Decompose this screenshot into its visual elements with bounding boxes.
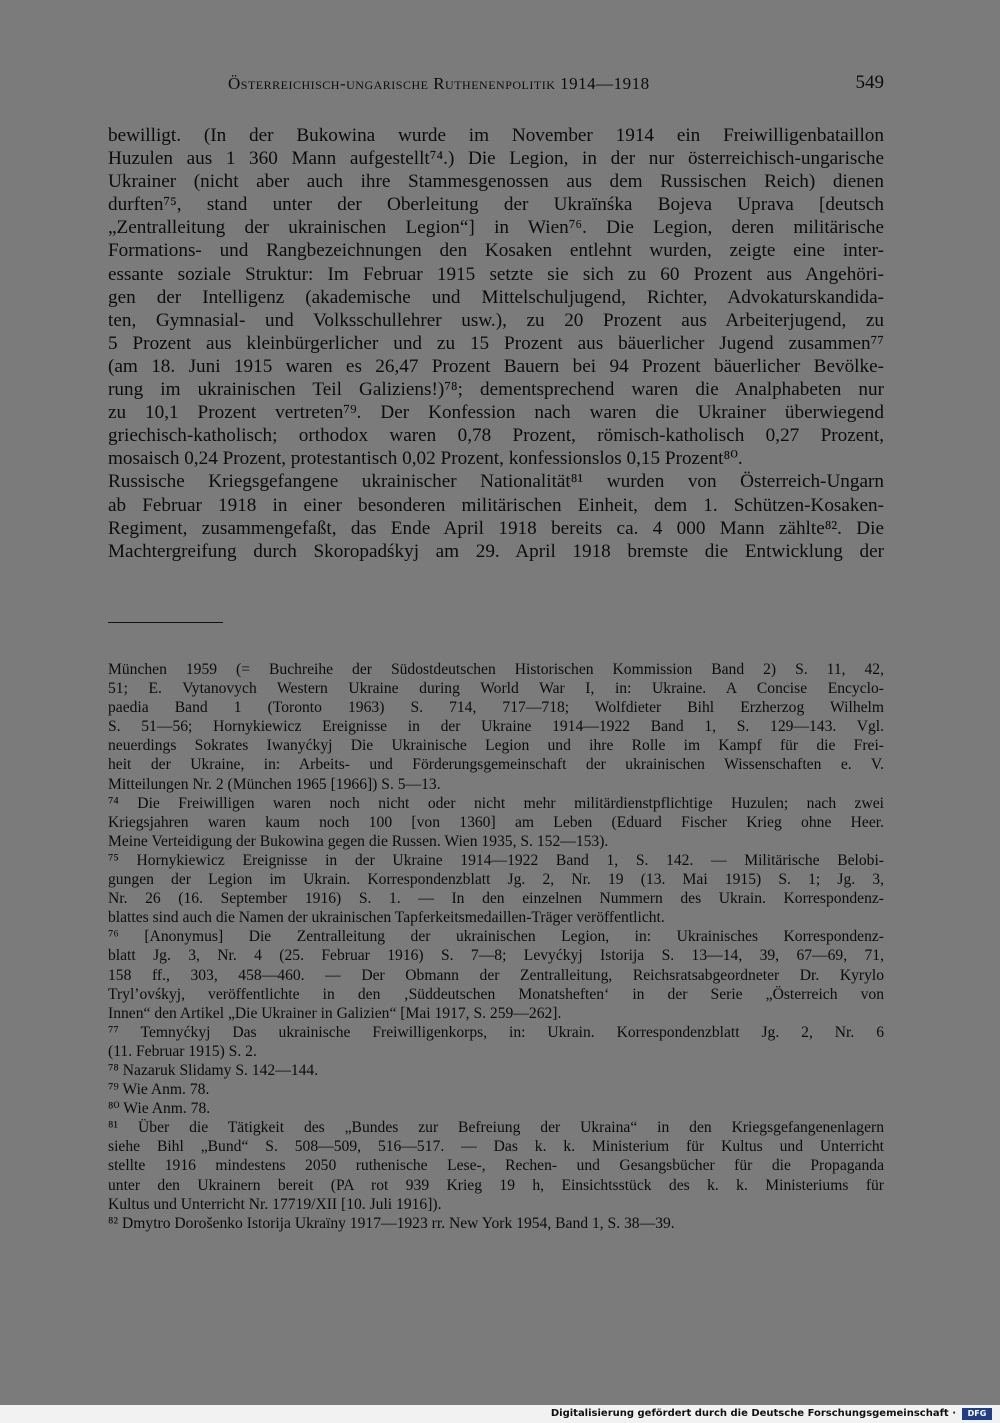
footnote-line: gungen der Legion im Ukrain. Korrespondenzblatt Jg. 2, Nr. 19 (13. Mai 1915) S. 1; Jg. 3, <box>108 871 884 889</box>
body-line: Huzulen aus 1 360 Mann aufgestellt⁷⁴.) Die Legion, in der nur österreichisch-ungarische <box>108 148 884 170</box>
dfg-logo: DFG <box>962 1408 992 1420</box>
body-line: (am 18. Juni 1915 waren es 26,47 Prozent Bauern bei 94 Prozent bäuerlicher Bevölke- <box>108 355 884 377</box>
footnote-line: Mitteilungen Nr. 2 (München 1965 [1966]) S. 5—13. <box>108 775 441 793</box>
body-line: griechisch-katholisch; orthodox waren 0,78 Prozent, römisch-katholisch 0,27 Prozent, <box>108 425 884 447</box>
footnote-line: unter den Ukrainern bereit (PA rot 939 Krieg 19 h, Einsichtsstück des k. k. Ministeriums für <box>108 1176 884 1194</box>
footnote-line: Kultus und Unterricht Nr. 17719/XII [10. Juli 1916]). <box>108 1195 442 1213</box>
body-line: bewilligt. (In der Bukowina wurde im November 1914 ein Freiwilligenbataillon <box>108 125 884 146</box>
main-text <box>108 124 884 563</box>
footnote-line: neuerdings Sokrates Iwanyćkyj Die Ukrainische Legion und ihre Rolle im Kampf für die Frei- <box>108 737 884 755</box>
body-line: rung im ukrainischen Teil Galiziens!)⁷⁸; dementsprechend waren die Analphabeten nur <box>108 379 884 401</box>
digitization-footer <box>0 1405 1000 1423</box>
footer-credit: Digitalisierung gefördert durch die Deutsche Forschungsgemeinschaft · <box>550 1408 956 1419</box>
body-line: Formations- und Rangbezeichnungen den Kosaken entlehnt wurden, zeigte eine inter- <box>108 240 884 262</box>
footnote-line: ⁷⁹ Wie Anm. 78. <box>108 1081 210 1099</box>
footnote-line: paedia Band 1 (Toronto 1963) S. 714, 717—718; Wolfdieter Bihl Erzherzog Wilhelm <box>108 699 884 717</box>
footnote-line: Tryl’ovśkyj, veröffentlichte in den ‚Süddeutschen Monatsheften‘ in der Serie „Österreich von <box>108 985 884 1003</box>
footnote-line: ⁷⁵ Hornykiewicz Ereignisse in der Ukraine 1914—1922 Band 1, S. 142. — Militärische Belobi- <box>108 851 884 869</box>
footnote-line: (11. Februar 1915) S. 2. <box>108 1042 257 1060</box>
running-title: Österreichisch-ungarische Ruthenenpolitik 1914—1918 <box>228 74 650 93</box>
footnote-line: siehe Bihl „Bund“ S. 508—509, 516—517. — Das k. k. Ministerium für Kultus und Unterricht <box>108 1138 884 1156</box>
body-line: essante soziale Struktur: Im Februar 1915 setzte sie sich zu 60 Prozent aus Angehöri- <box>108 263 884 285</box>
footnote-line: München 1959 (= Buchreihe der Südostdeutschen Historischen Kommission Band 2) S. 11, 42, <box>108 661 884 678</box>
footnotes <box>108 660 884 1233</box>
footnote-line: Innen“ den Artikel „Die Ukrainer in Galizien“ [Mai 1917, S. 259—262]. <box>108 1004 562 1022</box>
footnote-line: ⁸⁰ Wie Anm. 78. <box>108 1100 211 1118</box>
footnote-line: 51; E. Vytanovych Western Ukraine during World War I, in: Ukraine. A Concise Encyclo- <box>108 680 884 698</box>
footnote-line: ⁷⁸ Nazaruk Slidamy S. 142—144. <box>108 1061 319 1079</box>
footnote-line: Kriegsjahren waren kaum noch 100 [von 1360] am Leben (Eduard Fischer Krieg ohne Heer. <box>108 813 884 831</box>
body-line: Machtergreifung durch Skoropadśkyj am 29. April 1918 bremste die Entwicklung der <box>108 540 884 562</box>
body-line: zu 10,1 Prozent vertreten⁷⁹. Der Konfession nach waren die Ukrainer überwiegend <box>108 402 884 424</box>
footnote-line: heit der Ukraine, in: Arbeits- und Förderungsgemeinschaft der ukrainischen Wissenschaften e. V. <box>108 756 884 774</box>
body-line: Ukrainer (nicht aber auch ihre Stammesgenossen aus dem Russischen Reich) dienen <box>108 171 884 193</box>
body-line: 5 Prozent aus kleinbürgerlicher und zu 15 Prozent aus bäuerlicher Jugend zusammen⁷⁷ <box>108 332 884 354</box>
footnote-rule <box>108 622 223 623</box>
footnote-line: ⁷⁷ Temnyćkyj Das ukrainische Freiwilligenkorps, in: Ukrain. Korrespondenzblatt Jg. 2, Nr. 6 <box>108 1023 884 1041</box>
footnote-line: ⁸¹ Über die Tätigkeit des „Bundes zur Befreiung der Ukraina“ in den Kriegsgefangenenlagern <box>108 1119 884 1137</box>
footnote-line: Meine Verteidigung der Bukowina gegen die Russen. Wien 1935, S. 152—153). <box>108 832 609 850</box>
running-header <box>108 70 884 100</box>
footnote-line: blattes sind auch die Namen der ukrainischen Tapferkeitsmedaillen-Träger veröffentlicht. <box>108 909 665 927</box>
body-line: Russische Kriegsgefangene ukrainischer Nationalität⁸¹ wurden von Österreich-Ungarn <box>108 471 884 493</box>
footnote-line: stellte 1916 mindestens 2050 ruthenische Lese-, Rechen- und Gesangsbücher für die Propaganda <box>108 1157 884 1175</box>
body-line: gen der Intelligenz (akademische und Mittelschuljugend, Richter, Advokaturskandida- <box>108 286 884 308</box>
page-number: 549 <box>855 72 884 93</box>
body-line: ab Februar 1918 in einer besonderen militärischen Einheit, dem 1. Schützen-Kosaken- <box>108 494 884 516</box>
body-line: Regiment, zusammengefaßt, das Ende April 1918 bereits ca. 4 000 Mann zählte⁸². Die <box>108 517 884 539</box>
footnote-line: 158 ff., 303, 458—460. — Der Obmann der Zentralleitung, Reichsratsabgeordneter Dr. Kyrylo <box>108 966 884 984</box>
body-line: durften⁷⁵, stand unter der Oberleitung der Ukraïnśka Bojeva Uprava [deutsch <box>108 194 884 216</box>
body-line: „Zentralleitung der ukrainischen Legion“] in Wien⁷⁶. Die Legion, deren militärische <box>108 217 884 239</box>
footnote-line: Nr. 26 (16. September 1916) S. 1. — In den einzelnen Nummern des Ukrain. Korrespondenz- <box>108 890 884 908</box>
footnote-line: blatt Jg. 3, Nr. 4 (25. Februar 1916) S. 7—8; Levyćkyj Istorija S. 13—14, 39, 67—69, 71, <box>108 947 884 965</box>
footnote-line: ⁸² Dmytro Dorošenko Istorija Ukraïny 1917—1923 rr. New York 1954, Band 1, S. 38—39. <box>108 1214 675 1232</box>
body-line: mosaisch 0,24 Prozent, protestantisch 0,02 Prozent, konfessionslos 0,15 Prozent⁸⁰. <box>108 448 743 470</box>
footnote-line: ⁷⁴ Die Freiwilligen waren noch nicht oder nicht mehr militärdienstpflichtige Huzulen; nach zwei <box>108 794 884 812</box>
body-line: ten, Gymnasial- und Volksschullehrer usw.), zu 20 Prozent aus Arbeiterjugend, zu <box>108 309 884 331</box>
footnote-line: S. 51—56; Hornykiewicz Ereignisse in der Ukraine 1914—1922 Band 1, S. 129—143. Vgl. <box>108 718 884 736</box>
footnote-line: ⁷⁶ [Anonymus] Die Zentralleitung der ukrainischen Legion, in: Ukrainisches Korrespondenz- <box>108 928 884 946</box>
